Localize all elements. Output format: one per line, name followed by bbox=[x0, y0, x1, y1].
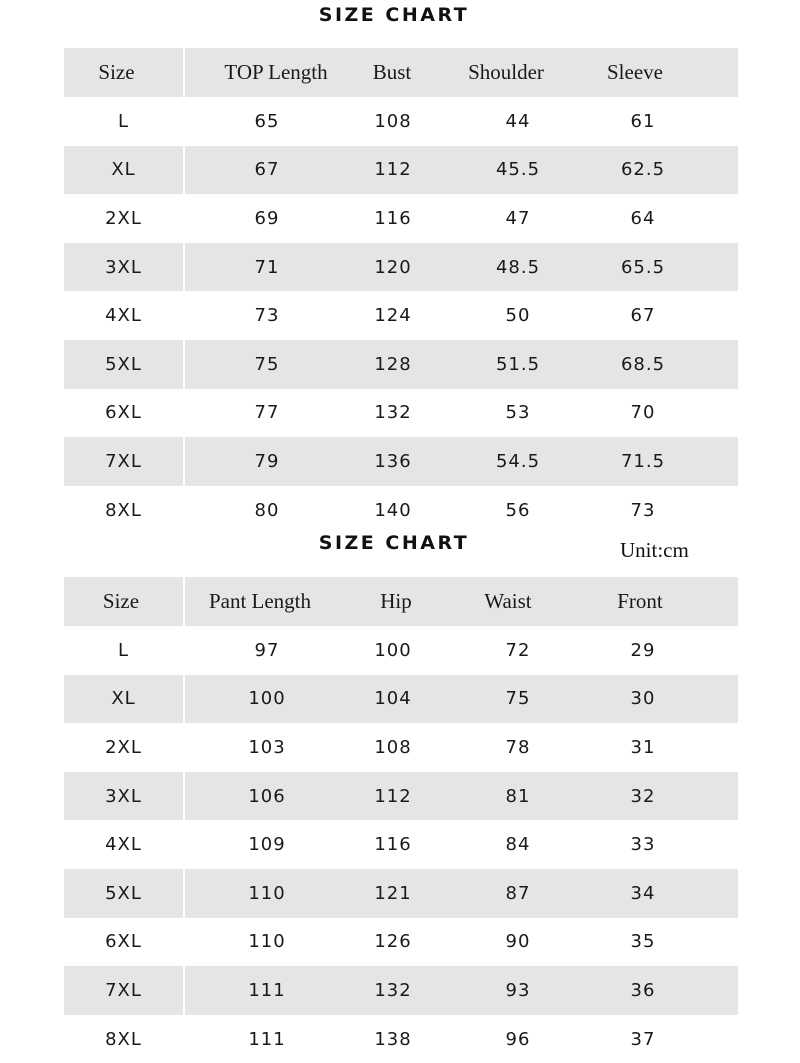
measurement-cell: 87 bbox=[505, 882, 531, 904]
measurement-cell: 65 bbox=[254, 110, 280, 132]
measurement-cell: 108 bbox=[374, 736, 412, 758]
size-cell: 5XL bbox=[105, 882, 142, 904]
measurement-cell: 72 bbox=[505, 639, 531, 661]
size-cell: 3XL bbox=[105, 256, 142, 278]
measurement-cell: 73 bbox=[254, 305, 280, 327]
measurement-cell: 50 bbox=[505, 305, 531, 327]
size-cell: 3XL bbox=[105, 785, 142, 807]
measurement-cell: 116 bbox=[374, 834, 412, 856]
measurement-cell: 45.5 bbox=[495, 159, 541, 181]
column-divider bbox=[183, 48, 185, 97]
size-cell: 4XL bbox=[105, 834, 142, 856]
measurement-cell: 90 bbox=[505, 931, 531, 953]
table-header-row bbox=[64, 48, 738, 97]
table-row bbox=[64, 1015, 738, 1063]
table-row bbox=[64, 243, 738, 292]
measurement-cell: 136 bbox=[374, 450, 412, 472]
measurement-cell: 100 bbox=[374, 639, 412, 661]
table-row bbox=[64, 97, 738, 146]
measurement-cell: 64 bbox=[630, 207, 656, 229]
measurement-cell: 106 bbox=[248, 785, 286, 807]
measurement-cell: 35 bbox=[630, 931, 656, 953]
size-cell: 4XL bbox=[105, 305, 142, 327]
measurement-cell: 104 bbox=[374, 688, 412, 710]
measurement-cell: 78 bbox=[505, 736, 531, 758]
measurement-cell: 75 bbox=[254, 353, 280, 375]
measurement-cell: 65.5 bbox=[620, 256, 666, 278]
measurement-cell: 54.5 bbox=[495, 450, 541, 472]
measurement-cell: 47 bbox=[505, 207, 531, 229]
measurement-cell: 77 bbox=[254, 402, 280, 424]
table-row bbox=[64, 626, 738, 675]
measurement-cell: 103 bbox=[248, 736, 286, 758]
measurement-cell: 69 bbox=[254, 207, 280, 229]
measurement-cell: 68.5 bbox=[620, 353, 666, 375]
size-cell: 2XL bbox=[105, 207, 142, 229]
measurement-cell: 109 bbox=[248, 834, 286, 856]
bottom-size-table bbox=[64, 577, 738, 1063]
table-row bbox=[64, 389, 738, 438]
measurement-cell: 138 bbox=[374, 1028, 412, 1050]
table-row bbox=[64, 869, 738, 918]
measurement-cell: 31 bbox=[630, 736, 656, 758]
measurement-cell: 126 bbox=[374, 931, 412, 953]
measurement-cell: 84 bbox=[505, 834, 531, 856]
column-divider bbox=[183, 437, 185, 486]
measurement-cell: 112 bbox=[374, 159, 412, 181]
measurement-cell: 116 bbox=[374, 207, 412, 229]
measurement-cell: 121 bbox=[374, 882, 412, 904]
measurement-cell: 70 bbox=[630, 402, 656, 424]
measurement-cell: 128 bbox=[374, 353, 412, 375]
table-row bbox=[64, 675, 738, 724]
column-divider bbox=[183, 869, 185, 918]
table-row bbox=[64, 340, 738, 389]
measurement-cell: 36 bbox=[630, 979, 656, 1001]
table-row bbox=[64, 486, 738, 535]
measurement-cell: 132 bbox=[374, 402, 412, 424]
column-header: Bust bbox=[372, 60, 412, 84]
measurement-cell: 71.5 bbox=[620, 450, 666, 472]
measurement-cell: 71 bbox=[254, 256, 280, 278]
measurement-cell: 111 bbox=[248, 979, 286, 1001]
measurement-cell: 124 bbox=[374, 305, 412, 327]
measurement-cell: 110 bbox=[248, 931, 286, 953]
measurement-cell: 61 bbox=[630, 110, 656, 132]
size-cell: 8XL bbox=[105, 499, 142, 521]
measurement-cell: 81 bbox=[505, 785, 531, 807]
unit-label: Unit:cm bbox=[620, 538, 689, 562]
size-cell: XL bbox=[111, 159, 136, 181]
measurement-cell: 44 bbox=[505, 110, 531, 132]
table-header-row bbox=[64, 577, 738, 626]
measurement-cell: 96 bbox=[505, 1028, 531, 1050]
column-divider bbox=[183, 772, 185, 821]
measurement-cell: 34 bbox=[630, 882, 656, 904]
measurement-cell: 79 bbox=[254, 450, 280, 472]
top-size-table bbox=[64, 48, 738, 534]
measurement-cell: 67 bbox=[254, 159, 280, 181]
column-divider bbox=[183, 340, 185, 389]
measurement-cell: 97 bbox=[254, 639, 280, 661]
measurement-cell: 110 bbox=[248, 882, 286, 904]
table-row bbox=[64, 723, 738, 772]
measurement-cell: 132 bbox=[374, 979, 412, 1001]
measurement-cell: 120 bbox=[374, 256, 412, 278]
column-header: Size bbox=[98, 60, 135, 84]
measurement-cell: 112 bbox=[374, 785, 412, 807]
measurement-cell: 51.5 bbox=[495, 353, 541, 375]
column-header: Size bbox=[102, 589, 140, 613]
measurement-cell: 67 bbox=[630, 305, 656, 327]
column-header: Waist bbox=[484, 589, 532, 613]
table-row bbox=[64, 194, 738, 243]
column-header: Front bbox=[617, 589, 663, 613]
measurement-cell: 48.5 bbox=[495, 256, 541, 278]
measurement-cell: 111 bbox=[248, 1028, 286, 1050]
column-divider bbox=[183, 966, 185, 1015]
table-row bbox=[64, 966, 738, 1015]
size-cell: 6XL bbox=[105, 402, 142, 424]
size-cell: 5XL bbox=[105, 353, 142, 375]
measurement-cell: 80 bbox=[254, 499, 280, 521]
measurement-cell: 29 bbox=[630, 639, 656, 661]
table-row bbox=[64, 772, 738, 821]
measurement-cell: 108 bbox=[374, 110, 412, 132]
measurement-cell: 53 bbox=[505, 402, 531, 424]
measurement-cell: 30 bbox=[630, 688, 656, 710]
column-divider bbox=[183, 577, 185, 626]
size-cell: L bbox=[117, 639, 130, 661]
measurement-cell: 75 bbox=[505, 688, 531, 710]
bottom-size-chart-title: SIZE CHART bbox=[318, 532, 470, 554]
column-header: TOP Length bbox=[224, 60, 328, 84]
measurement-cell: 32 bbox=[630, 785, 656, 807]
measurement-cell: 37 bbox=[630, 1028, 656, 1050]
size-cell: XL bbox=[111, 688, 136, 710]
table-row bbox=[64, 437, 738, 486]
size-cell: L bbox=[117, 110, 130, 132]
table-row bbox=[64, 918, 738, 967]
measurement-cell: 56 bbox=[505, 499, 531, 521]
column-header: Pant Length bbox=[208, 589, 312, 613]
measurement-cell: 93 bbox=[505, 979, 531, 1001]
column-header: Hip bbox=[380, 589, 412, 613]
table-row bbox=[64, 820, 738, 869]
size-cell: 7XL bbox=[105, 979, 142, 1001]
column-divider bbox=[183, 146, 185, 195]
measurement-cell: 62.5 bbox=[620, 159, 666, 181]
size-cell: 8XL bbox=[105, 1028, 142, 1050]
column-divider bbox=[183, 243, 185, 292]
measurement-cell: 140 bbox=[374, 499, 412, 521]
top-size-chart-title: SIZE CHART bbox=[318, 4, 470, 26]
table-row bbox=[64, 146, 738, 195]
measurement-cell: 100 bbox=[248, 688, 286, 710]
measurement-cell: 33 bbox=[630, 834, 656, 856]
column-header: Shoulder bbox=[468, 60, 544, 84]
measurement-cell: 73 bbox=[630, 499, 656, 521]
table-row bbox=[64, 291, 738, 340]
column-header: Sleeve bbox=[607, 60, 663, 84]
size-cell: 6XL bbox=[105, 931, 142, 953]
size-cell: 7XL bbox=[105, 450, 142, 472]
column-divider bbox=[183, 675, 185, 724]
size-cell: 2XL bbox=[105, 736, 142, 758]
